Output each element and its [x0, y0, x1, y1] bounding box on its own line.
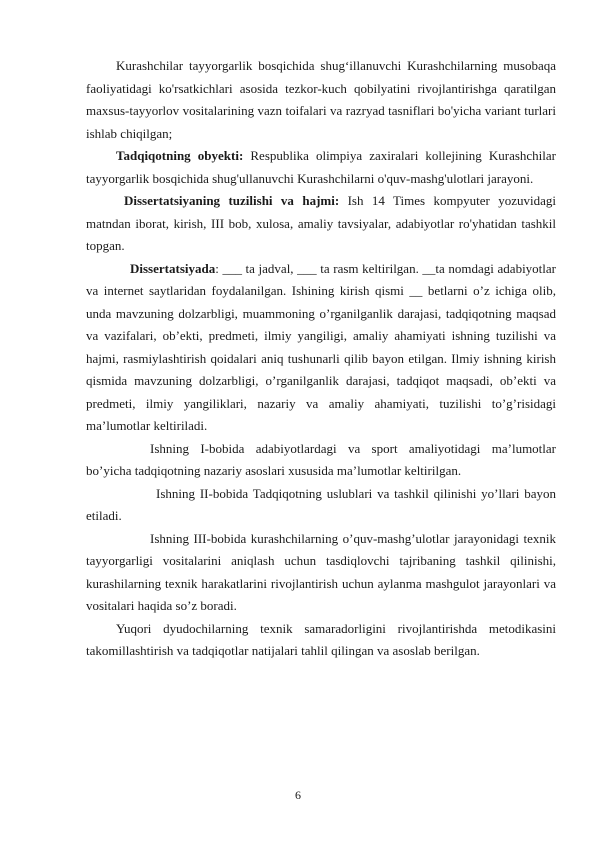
document-body	[86, 55, 556, 663]
structure-label: Dissertatsiyaning tuzilishi va hajmi:	[124, 193, 340, 208]
paragraph-conclusion: Yuqori dyudochilarning texnik samaradorligini rivojlantirishda metodikasini takomillashtirish va tadqiqotlar natijalari tahlil qilingan va asoslab berilgan.	[86, 620, 556, 658]
paragraph-research-object	[86, 145, 556, 190]
paragraph-dissertation	[86, 258, 556, 438]
structure-text: Ish 14 Times kompyuter yozuvidagi matndan iborat, kirish, III bob, xulosa, amaliy tavsiyalar, adabiyotlar ro'yhatidan tashkil topgan.	[86, 193, 556, 253]
research-object-text: Respublika olimpiya zaxiralari kollejining Kurashchilar tayyorgarlik bosqichida shug'ullanuvchi Kurashchilarni o'quv-mashg'ulotlari jarayoni.	[86, 148, 556, 186]
paragraph-results: Kurashchilar tayyorgarlik bosqichida shug‘illanuvchi Kurashchilarning musobaqa faoliyatidagi ko'rsatkichlari asosida tezkor-kuch qobilyatini rivojlantirishga qaratilgan maxsus-tayyorlov vositalarining vazn toifalari va razryad tasniflari bo'yicha variant turlari ishlab chiqilgan;	[86, 58, 556, 141]
paragraph-chapter-1: Ishning I-bobida adabiyotlardagi va sport amaliyotidagi ma’lumotlar bo’yicha tadqiqotning nazariy asoslari xususida ma’lumotlar keltirilgan.	[86, 440, 556, 478]
research-object-label: Tadqiqotning obyekti:	[116, 148, 244, 163]
page-number: 6	[295, 788, 301, 802]
paragraph-structure	[86, 190, 556, 258]
paragraph-chapter-3: Ishning III-bobida kurashchilarning o’quv-mashg’ulotlar jarayonidagi texnik tayyorgarligi vositalarini aniqlash uchun tasdiqlovchi tajribaning tashkil qilinishi, kurashilarning texnik harakatlarini rivojlantirish uchun aylanma mashgulot jarayonlari va vositalari haqida so’z boradi.	[86, 530, 556, 613]
dissertation-label: Dissertatsiyada	[130, 260, 216, 276]
paragraph-chapter-2: Ishning II-bobida Tadqiqotning uslublari va tashkil qilinishi yo’llari bayon etiladi.	[86, 485, 556, 523]
dissertation-text: : ___ ta jadval, ___ ta rasm keltirilgan. __ta nomdagi adabiyotlar va internet saytlaridan foydalanilgan. Ishining kirish qismi __ betlarni o’z ichiga olib, unda mavzuning dolzarbligi, muammoning o’rganilganlik darajasi, tadqiqotning maqsad va vazifalari, ob’ekti, predmeti, ilmiy yangiligi, amaliy ahamiyati ishning tuzilishi va hajmi, rasmiylashtirish qoidalari aniq tushunarli qilib bayon etilgan. Ilmiy ishning kirish qismida mavzuning dolzarbligi, o’rganilganlik darajasi, tadqiqot maqsadi, ob’ekti va predmeti, ilmiy yangiliklari, nazariy va amaliy ahamiyati, tuzilishi to’g’risidagi ma’lumotlar keltiriladi.	[86, 260, 556, 433]
